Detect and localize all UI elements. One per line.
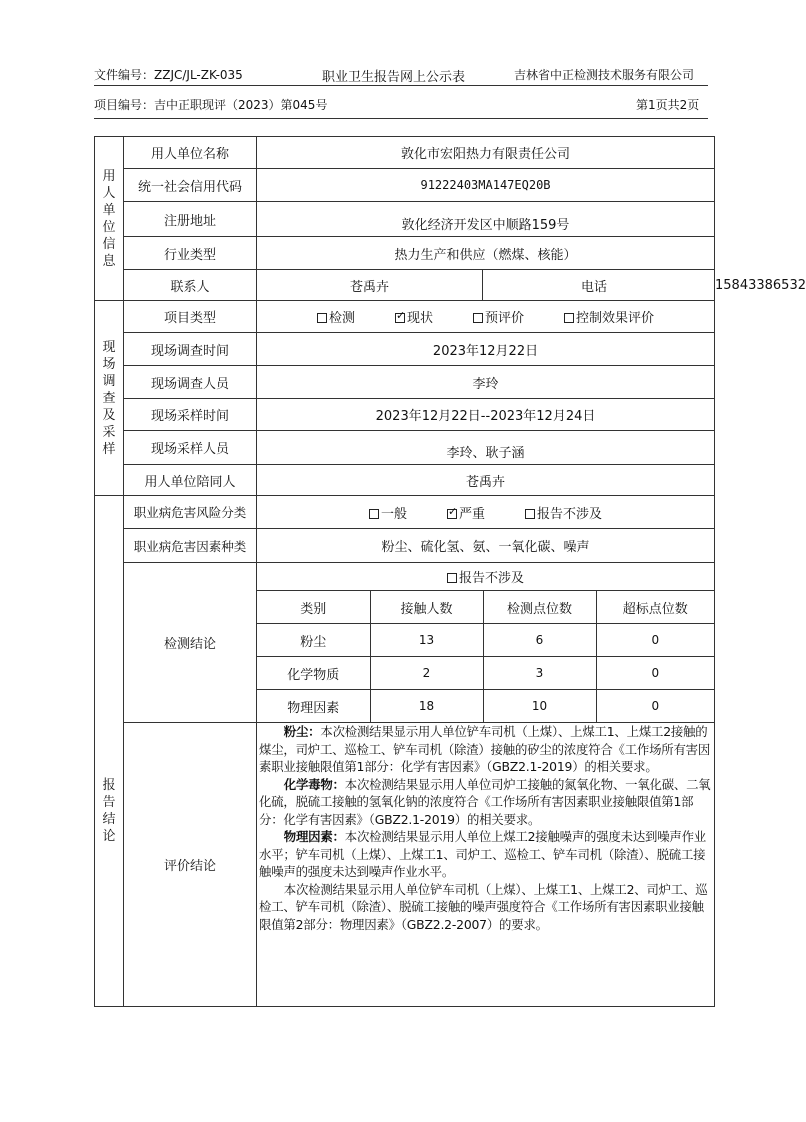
row-category: 粉尘 xyxy=(257,624,370,657)
report-section-char: 结 xyxy=(102,812,116,827)
employer-section-char: 位 xyxy=(102,219,116,235)
row-category: 化学物质 xyxy=(257,657,370,690)
project-type-option-label: 检测 xyxy=(328,311,355,326)
checked-box-icon xyxy=(447,509,457,519)
industry-label: 行业类型 xyxy=(124,237,257,270)
risk-class-option-label: 一般 xyxy=(380,506,407,522)
surveyor: 李玲 xyxy=(257,366,715,399)
survey-section-char: 及 xyxy=(102,407,116,423)
eval-phys-text: 本次检测结果显示用人单位上煤工2接触噪声的强度未达到噪声作业水平；铲车司机（上煤）、上煤工1、司炉工、巡检工、铲车司机（除渣）、脱硫工接触噪声的强度未达到噪声作业水平。 xyxy=(259,829,706,879)
disclosure-table: 用 人 单 位 信 息 用人单位名称 敦化市宏阳热力有限责任公司 统一社会信用代码 91222403MA147EQ20B 注册地址 敦化经济开发区中顺路159号 行业类型 热力生产和供应（燃煤、核能） 联系人 苍禹卉 电话 15843386532 现 场 调 查 及 采 样 项目类型 检测✓ 现状 预评价 控制效果评价 现场调查时间 2023年12月22日 现场调查人员 李玲 现场采样时间 2023年12月22日--2023年12月24日 现场采样人员 李玲、耿子涵 用人单位陪同人 苍禹卉 报 告 结 论 职业病危害风险分类 一般✓ 严重 报告不涉及 职业病危害因素种类 粉尘、硫化氢、氨、一氧化碳、噪声 检测结论 报告不涉及 类别 接触人数 检测点位数 超标点位数 粉尘 13 6 0 化学物质 2 3 0 物理因素 18 10 0 评价结论 粉尘：本次检测结果显示用人单位铲车司机（上煤）、上煤工1、上煤工2接触的煤尘，司炉工、巡检工、铲车司机（除渣）接触的矽尘的浓度符合《工作场所有害因素职业接触限值第1部分：化学有害因素》（GBZ2.1-2019）的相关要求。 化学毒物：本次检测结果显示用人单位司炉工接触的氮氧化物、一氧化碳、二氧化硫，脱硫工接触的氢氧化钠的浓度符合《工作场所有害因素职业接触限值第1部分：化学有害因素》（GBZ2.1-2019）的相关要求。 物理因素：本次检测结果显示用人单位上煤工2接触噪声的强度未达到噪声作业水平；铲车司机（上煤）、上煤工1、司炉工、巡检工、铲车司机（除渣）、脱硫工接触噪声的强度未达到噪声作业水平。 本次检测结果显示用人单位铲车司机（上煤）、上煤工1、上煤工2、司炉工、巡检工、铲车司机（除渣）、脱硫工接触的噪声强度符合《工作场所有害因素职业接触限值第2部分：物理因素》（GBZ2.2-2007）的要求。 xyxy=(94,136,715,1007)
risk-class-option-2 xyxy=(525,507,602,522)
eval-dust-paragraph xyxy=(259,723,712,776)
hazard-factors-label: 职业病危害因素种类 xyxy=(124,529,257,563)
detection-results-cell xyxy=(257,591,715,723)
project-type-option-1 xyxy=(395,311,433,326)
eval-dust-text: 本次检测结果显示用人单位铲车司机（上煤）、上煤工1、上煤工2接触的煤尘，司炉工、巡检工、铲车司机（除渣）接触的矽尘的浓度符合《工作场所有害因素职业接触限值第1部分：化学有害因素》（GBZ2.1-2019）的相关要求。 xyxy=(259,724,711,774)
checkbox-icon xyxy=(369,509,379,519)
header-divider xyxy=(94,85,708,86)
project-type-option-label: 预评价 xyxy=(485,311,525,326)
employer-section-char: 用 xyxy=(102,168,116,184)
row-points: 3 xyxy=(483,657,596,690)
checkbox-icon xyxy=(525,509,535,519)
survey-section-char: 查 xyxy=(102,390,116,406)
industry-type: 热力生产和供应（燃煤、核能） xyxy=(257,237,715,270)
sampler: 李玲、耿子涵 xyxy=(257,431,715,465)
eval-chem-title: 化学毒物： xyxy=(283,776,345,792)
document-number: 文件编号：ZZJC/JL-ZK-035 xyxy=(94,68,243,82)
row-exceed: 0 xyxy=(596,690,714,723)
row-points: 10 xyxy=(483,690,596,723)
col-header-category: 类别 xyxy=(257,591,370,624)
form-title: 职业卫生报告网上公示表 xyxy=(322,70,466,85)
eval-chem-paragraph xyxy=(259,776,712,829)
table-row xyxy=(257,624,714,657)
header-divider-bottom xyxy=(94,118,708,119)
row-exposed: 2 xyxy=(370,657,483,690)
employer-section-char: 息 xyxy=(102,253,116,269)
project-type-option-label: 控制效果评价 xyxy=(576,311,655,326)
row-exceed: 0 xyxy=(596,624,714,657)
report-section-char: 告 xyxy=(102,795,116,810)
detection-results-table xyxy=(257,591,714,722)
sampling-time-label: 现场采样时间 xyxy=(124,399,257,431)
eval-chem-text: 本次检测结果显示用人单位司炉工接触的氮氧化物、一氧化碳、二氧化硫，脱硫工接触的氢氧化钠的浓度符合《工作场所有害因素职业接触限值第1部分：化学有害因素》（GBZ2.1-2019）的相关要求。 xyxy=(259,776,711,827)
project-type-option-3 xyxy=(564,311,654,326)
risk-class-option-label: 报告不涉及 xyxy=(537,506,603,522)
employer-section-char: 人 xyxy=(102,185,116,201)
employer-name-label: 用人单位名称 xyxy=(124,137,257,169)
evaluation-conclusion-text xyxy=(257,723,715,1007)
project-type-options xyxy=(257,301,715,333)
row-points: 6 xyxy=(483,624,596,657)
table-row xyxy=(257,690,714,723)
surveyor-label: 现场调查人员 xyxy=(124,366,257,399)
report-section-char: 报 xyxy=(102,778,116,793)
section-employer-info xyxy=(95,137,124,301)
project-type-option-2 xyxy=(473,311,524,326)
escort-label: 用人单位陪同人 xyxy=(124,465,257,496)
survey-section-char: 调 xyxy=(102,373,116,389)
col-header-exceed: 超标点位数 xyxy=(596,591,714,624)
sampler-label: 现场采样人员 xyxy=(124,431,257,465)
survey-section-char: 场 xyxy=(102,356,116,372)
contact-label: 联系人 xyxy=(124,270,257,301)
table-row xyxy=(257,657,714,690)
hazard-factors: 粉尘、硫化氢、氨、一氧化碳、噪声 xyxy=(257,529,715,563)
project-number: 项目编号：吉中正职现评（2023）第045号 xyxy=(94,98,328,112)
credit-code: 91222403MA147EQ20B xyxy=(257,169,715,202)
row-category: 物理因素 xyxy=(257,690,370,723)
eval-phys-title: 物理因素： xyxy=(283,829,345,844)
checkbox-icon xyxy=(473,313,483,323)
checkbox-icon xyxy=(447,573,457,583)
checked-box-icon xyxy=(395,313,405,323)
detection-conclusion-label: 检测结论 xyxy=(124,563,257,723)
row-exceed: 0 xyxy=(596,657,714,690)
credit-code-label: 统一社会信用代码 xyxy=(124,169,257,202)
section-report-conclusion xyxy=(95,496,124,1007)
eval-dust-title: 粉尘： xyxy=(283,724,321,739)
row-exposed: 18 xyxy=(370,690,483,723)
page-indicator: 第1页共2页 xyxy=(636,98,700,112)
survey-time-label: 现场调查时间 xyxy=(124,333,257,366)
evaluation-conclusion-label: 评价结论 xyxy=(124,723,257,1007)
eval-phys2-text: 本次检测结果显示用人单位铲车司机（上煤）、上煤工1、上煤工2、司炉工、巡检工、铲车司机（除渣）、脱硫工接触的噪声强度符合《工作场所有害因素职业接触限值第2部分：物理因素》（GBZ2.2-2007）的要求。 xyxy=(259,881,708,932)
contact-person: 苍禹卉 xyxy=(257,270,483,301)
company-name: 吉林省中正检测技术服务有限公司 xyxy=(514,68,695,82)
employer-name: 敦化市宏阳热力有限责任公司 xyxy=(257,137,715,169)
risk-class-options xyxy=(257,496,715,529)
employer-section-char: 单 xyxy=(102,202,116,218)
risk-class-option-label: 严重 xyxy=(459,506,486,522)
eval-phys2-paragraph xyxy=(259,881,712,934)
col-header-points: 检测点位数 xyxy=(483,591,596,624)
registered-address: 敦化经济开发区中顺路159号 xyxy=(257,202,715,237)
phone-label: 电话 xyxy=(483,270,715,301)
survey-time: 2023年12月22日 xyxy=(257,333,715,366)
risk-class-label: 职业病危害风险分类 xyxy=(124,496,257,529)
section-survey-sampling xyxy=(95,301,124,496)
checkbox-icon xyxy=(564,313,574,323)
project-type-option-label: 现状 xyxy=(406,311,433,326)
risk-class-option-0 xyxy=(369,507,407,522)
eval-phys-paragraph xyxy=(259,828,712,881)
report-section-char: 论 xyxy=(102,829,116,844)
detection-na-label: 报告不涉及 xyxy=(459,571,525,586)
table-header-row xyxy=(257,591,714,624)
survey-section-char: 采 xyxy=(102,424,116,440)
col-header-exposed: 接触人数 xyxy=(370,591,483,624)
survey-section-char: 样 xyxy=(102,441,116,457)
detection-na-option xyxy=(257,563,715,591)
survey-section-char: 现 xyxy=(102,339,116,355)
address-label: 注册地址 xyxy=(124,202,257,237)
checkbox-icon xyxy=(317,313,327,323)
project-type-option-0 xyxy=(317,311,355,326)
row-exposed: 13 xyxy=(370,624,483,657)
employer-section-char: 信 xyxy=(102,236,116,252)
project-type-label: 项目类型 xyxy=(124,301,257,333)
escort-person: 苍禹卉 xyxy=(257,465,715,496)
sampling-time: 2023年12月22日--2023年12月24日 xyxy=(257,399,715,431)
risk-class-option-1 xyxy=(447,507,485,522)
